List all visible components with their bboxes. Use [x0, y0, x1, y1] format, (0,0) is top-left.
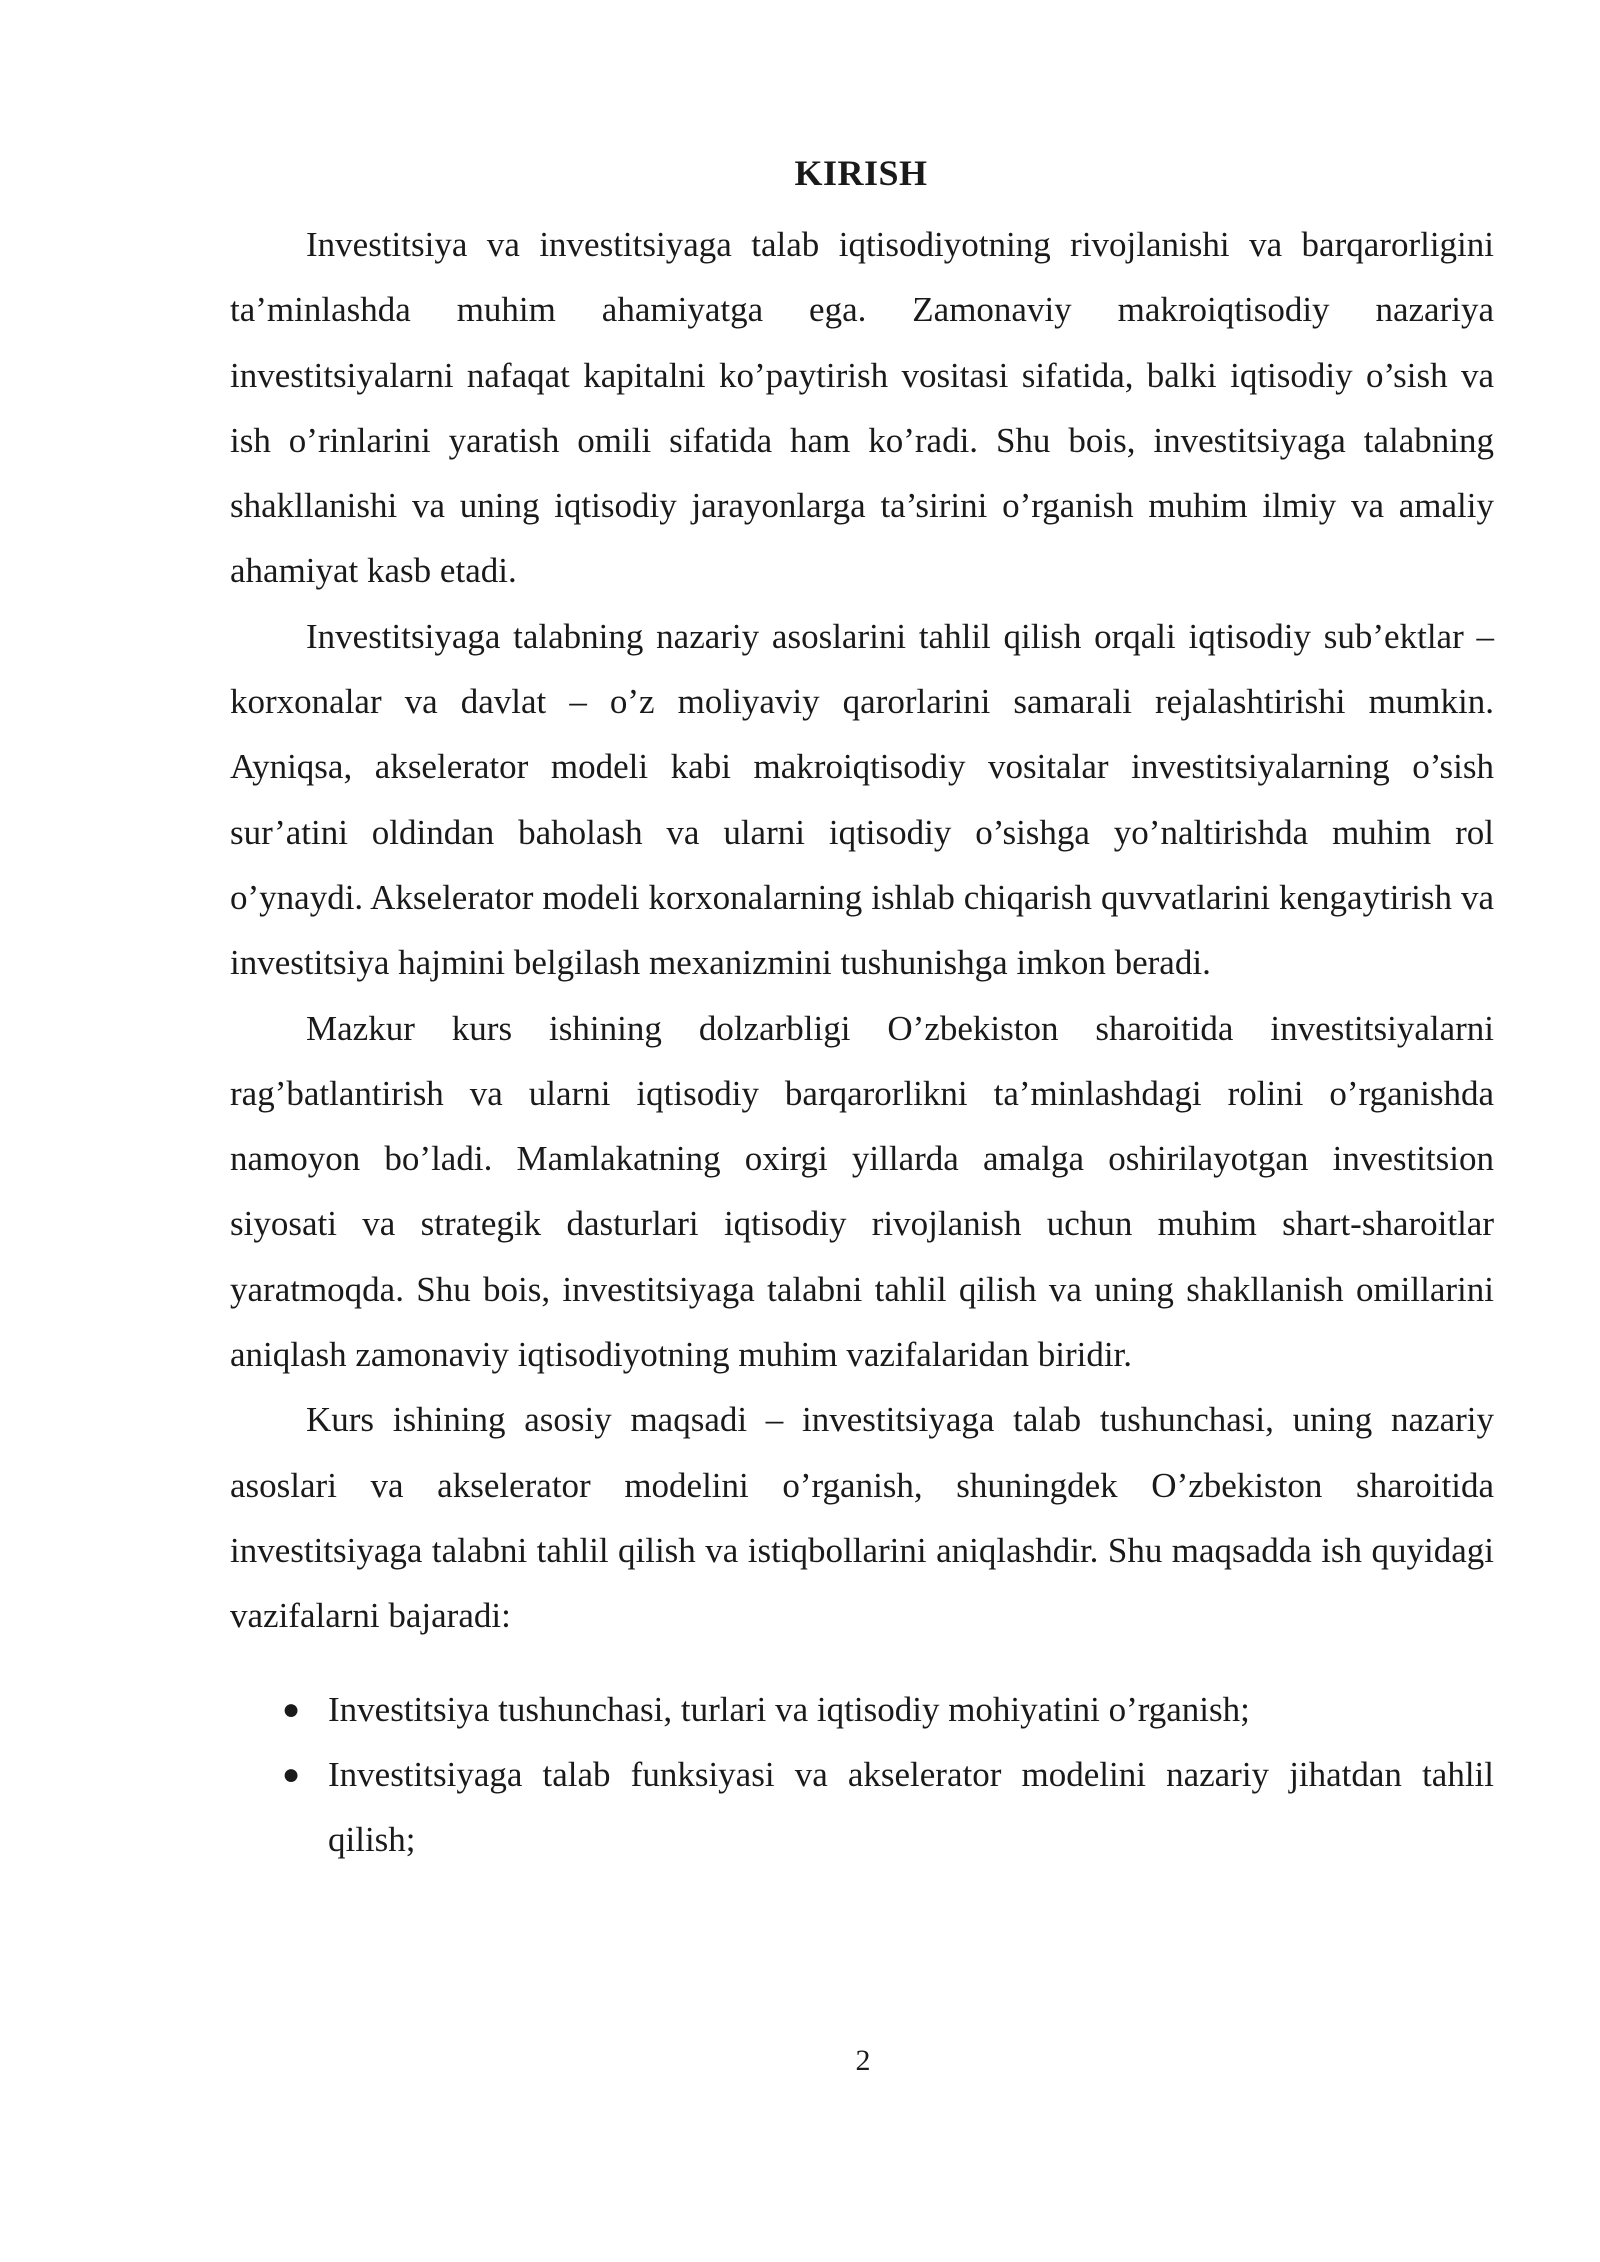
list-item-text: Investitsiya tushunchasi, turlari va iqtisodiy mohiyatini o’rganish;: [328, 1689, 1250, 1729]
bullet-icon: ●: [282, 1692, 301, 1726]
document-body: [230, 212, 1494, 1872]
page-number: 2: [855, 2044, 871, 2077]
list-item: [230, 1742, 1494, 1873]
task-list: [230, 1677, 1494, 1873]
bullet-icon: ●: [282, 1757, 301, 1791]
paragraph-2: Investitsiyaga talabning nazariy asoslarini tahlil qilish orqali iqtisodiy sub’ektlar – korxonalar va davlat – o’z moliyaviy qarorlarini samarali rejalashtirishi mumkin. Ayniqsa, akselerator modeli kabi makroiqtisodiy vositalar investitsiyalarning o’sish sur’atini oldindan baholash va ularni iqtisodiy o’sishga yo’naltirishda muhim rol o’ynaydi. Akselerator modeli korxonalarning ishlab chiqarish quvvatlarini kengaytirish va investitsiya hajmini belgilash mexanizmini tushunishga imkon beradi.: [230, 616, 1494, 983]
paragraph-4: Kurs ishining asosiy maqsadi – investitsiyaga talab tushunchasi, uning nazariy asoslari va akselerator modelini o’rganish, shuningdek O’zbekiston sharoitida investitsiyaga talabni tahlil qilish va istiqbollarini aniqlashdir. Shu maqsadda ish quyidagi vazifalarni bajaradi:: [230, 1400, 1494, 1636]
paragraph-1: Investitsiya va investitsiyaga talab iqtisodiyotning rivojlanishi va barqarorligini ta’minlashda muhim ahamiyatga ega. Zamonaviy makroiqtisodiy nazariya investitsiyalarni nafaqat kapitalni ko’paytirish vositasi sifatida, balki iqtisodiy o’sish va ish o’rinlarini yaratish omili sifatida ham ko’radi. Shu bois, investitsiyaga talabning shakllanishi va uning iqtisodiy jarayonlarga ta’sirini o’rganish muhim ilmiy va amaliy ahamiyat kasb etadi.: [230, 225, 1494, 591]
paragraph-3: Mazkur kurs ishining dolzarbligi O’zbekiston sharoitida investitsiyalarni rag’batlantirish va ularni iqtisodiy barqarorlikni ta’minlashdagi rolini o’rganishda namoyon bo’ladi. Mamlakatning oxirgi yillarda amalga oshirilayotgan investitsion siyosati va strategik dasturlari iqtisodiy rivojlanish uchun muhim shart-sharoitlar yaratmoqda. Shu bois, investitsiyaga talabni tahlil qilish va uning shakllanish omillarini aniqlash zamonaviy iqtisodiyotning muhim vazifalaridan biridir.: [230, 1008, 1494, 1375]
list-item-text: Investitsiyaga talab funksiyasi va akselerator modelini nazariy jihatdan tahlil qilish;: [328, 1754, 1494, 1860]
section-title: KIRISH: [794, 153, 928, 193]
list-item: [230, 1677, 1494, 1742]
